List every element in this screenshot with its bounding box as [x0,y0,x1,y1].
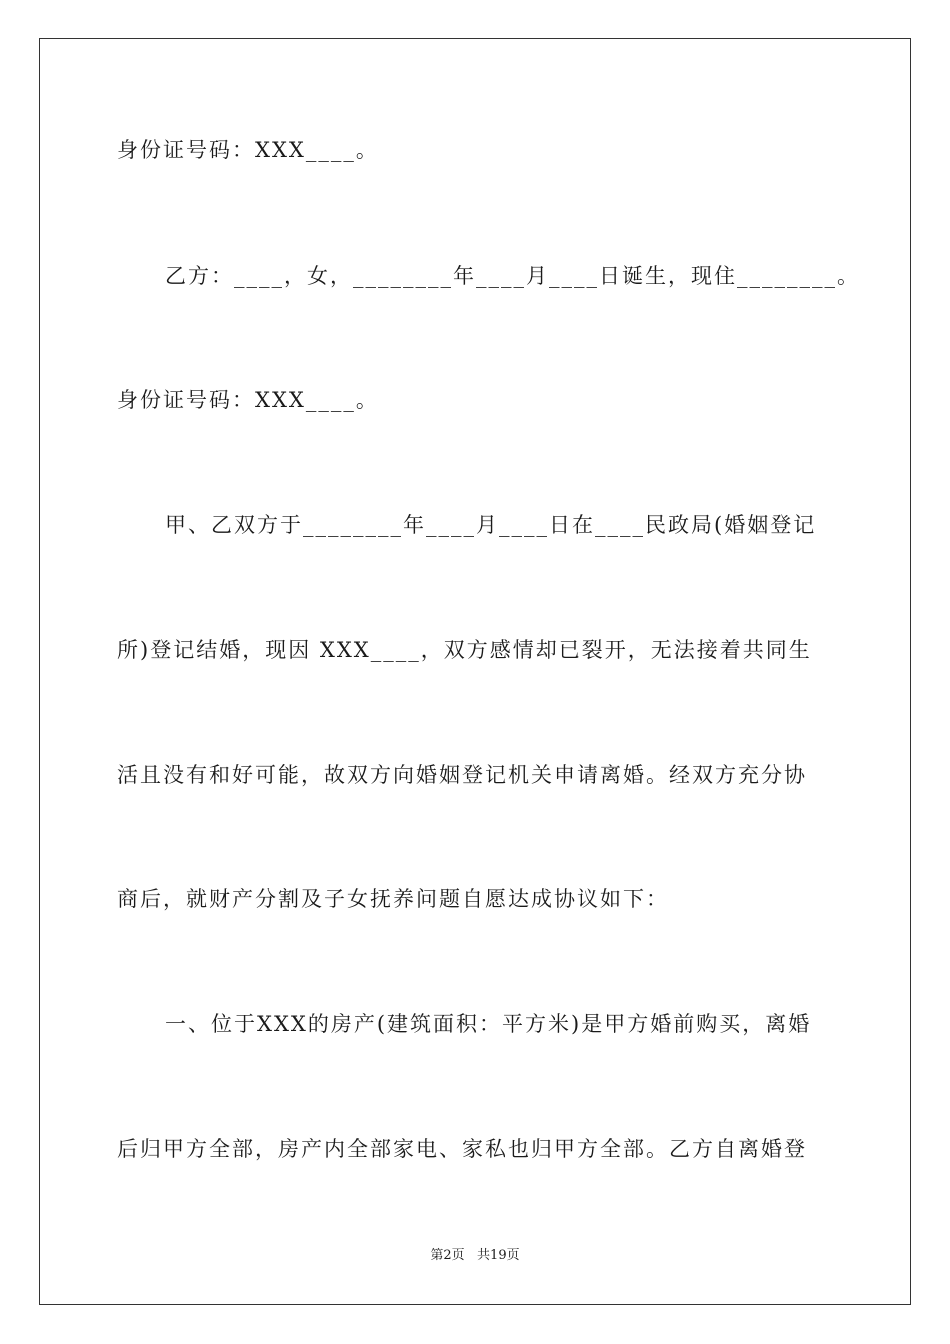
paragraph-line: 甲、乙双方于________年____月____日在____民政局(婚姻登记 [165,513,817,537]
paragraph-line: 所)登记结婚，现因 XXX____，双方感情却已裂开，无法接着共同生 [117,638,812,662]
paragraph-line: 活且没有和好可能，故双方向婚姻登记机关申请离婚。经双方充分协 [117,763,807,787]
id-number-line-1: 身份证号码：XXX____。 [117,138,379,162]
party-b-line: 乙方：____，女，________年____月____日诞生，现住________。 [165,264,860,288]
page-number-footer: 第2页 共19页 [430,1248,520,1263]
page-border [39,38,911,1305]
clause-line: 一、位于XXX的房产(建筑面积：平方米)是甲方婚前购买，离婚 [165,1012,812,1036]
paragraph-line: 商后，就财产分割及子女抚养问题自愿达成协议如下： [117,887,669,911]
id-number-line-2: 身份证号码：XXX____。 [117,388,379,412]
clause-line: 后归甲方全部，房产内全部家电、家私也归甲方全部。乙方自离婚登 [117,1137,807,1161]
